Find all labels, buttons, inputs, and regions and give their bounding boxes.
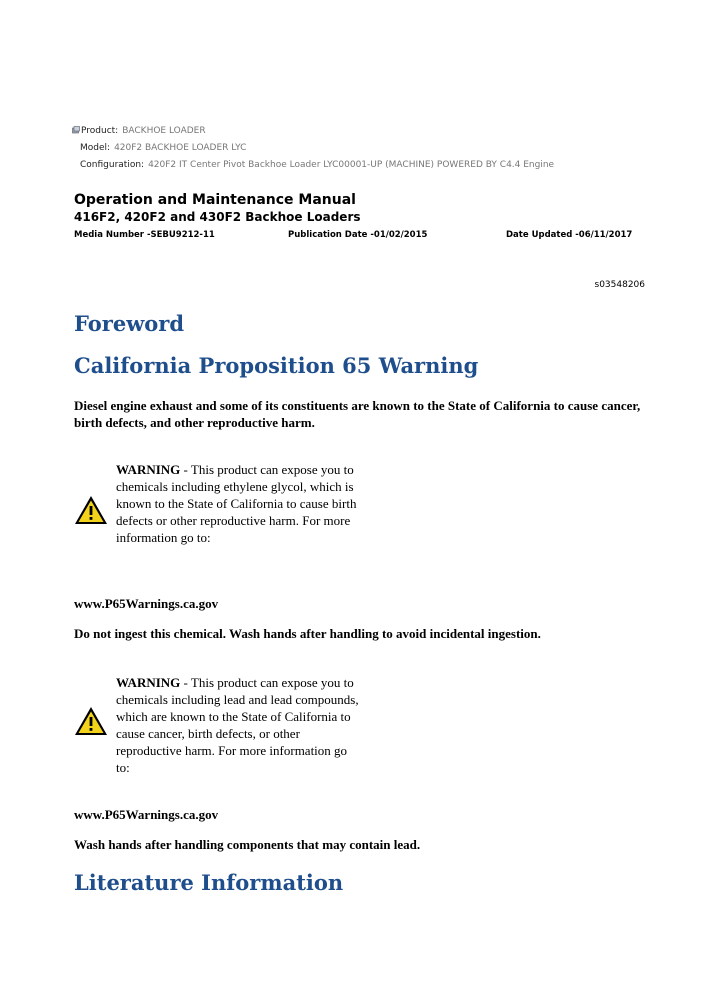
manual-title: Operation and Maintenance Manual: [74, 192, 356, 208]
warning-body: - This product can expose you to chemicals including lead and lead compounds, which are known to the State of California to cause cancer, birth defects, or other reproductive harm. For more information go to:: [116, 675, 359, 775]
configuration-value: 420F2 IT Center Pivot Backhoe Loader LYC00001-UP (MACHINE) POWERED BY C4.4 Engine: [148, 160, 555, 170]
warning-body: - This product can expose you to chemicals including ethylene glycol, which is known to the State of California to cause birth defects or other reproductive harm. For more information go to:: [116, 462, 357, 545]
model-line: [80, 143, 246, 153]
warning-keyword: WARNING: [116, 462, 181, 477]
ingestion-statement: Do not ingest this chemical. Wash hands after handling to avoid incidental ingestion.: [74, 626, 541, 641]
date-updated: Date Updated -06/11/2017: [506, 230, 633, 240]
product-value: BACKHOE LOADER: [122, 126, 206, 136]
product-line: [72, 126, 206, 136]
warning-keyword: WARNING: [116, 675, 181, 690]
heading-foreword: Foreword: [74, 311, 185, 336]
manual-subtitle: 416F2, 420F2 and 430F2 Backhoe Loaders: [74, 210, 361, 224]
p65-url: www.P65Warnings.ca.gov: [74, 807, 219, 822]
publication-date: Publication Date -01/02/2015: [288, 230, 428, 240]
model-value: 420F2 BACKHOE LOADER LYC: [114, 143, 247, 153]
diesel-exhaust-statement: Diesel engine exhaust and some of its constituents are known to the State of California to cause cancer, birth defects, and other reproductive harm.: [74, 398, 641, 430]
warning-text: [116, 674, 362, 776]
media-number: Media Number -SEBU9212-11: [74, 230, 215, 240]
warning-text: [116, 461, 362, 546]
product-icon: [72, 126, 80, 134]
configuration-line: [80, 160, 554, 170]
warning-triangle-icon: [74, 495, 108, 525]
heading-literature-information: Literature Information: [74, 870, 344, 895]
warning-triangle-icon: [74, 706, 108, 736]
p65-url: www.P65Warnings.ca.gov: [74, 596, 219, 611]
product-label: Product:: [81, 126, 119, 136]
configuration-label: Configuration:: [80, 160, 145, 170]
heading-prop65-warning: California Proposition 65 Warning: [74, 353, 479, 378]
lead-handling-statement: Wash hands after handling components that may contain lead.: [74, 837, 421, 852]
model-label: Model:: [80, 143, 111, 153]
document-id: s03548206: [594, 280, 645, 290]
